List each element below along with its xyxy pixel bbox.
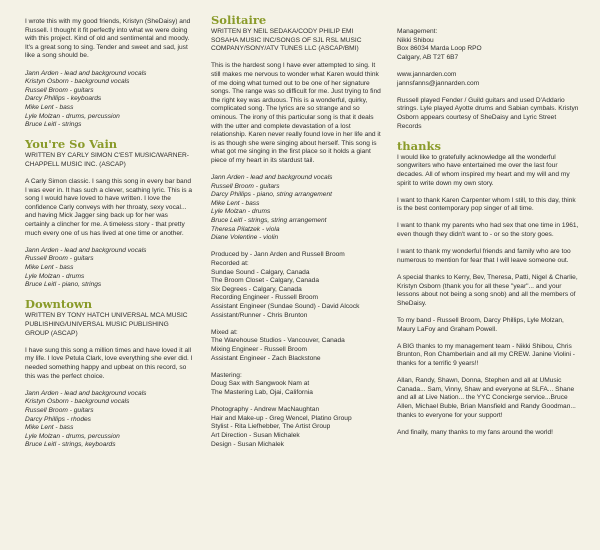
credit-line: Darcy Phillips - piano, string arrangement bbox=[211, 191, 332, 199]
production-line: Recording Engineer - Russell Broom bbox=[211, 294, 319, 302]
credit-line: Bruce Leitl - strings bbox=[25, 121, 82, 129]
credit-line: Mike Lent - bass bbox=[25, 424, 74, 432]
intro-text: I wrote this with my good friends, Kristyn (SheDaisy) and Russell. I thought it fit perfectly into what we were doing with this project. Kind of old and sentimental and moody. It's a great song to sing. Tender and sweet and sad, just like a song should be. bbox=[25, 18, 191, 60]
credit-line: Jann Arden - lead and background vocals bbox=[25, 246, 147, 254]
credit-line: Mike Lent - bass bbox=[211, 199, 260, 207]
song-credits bbox=[211, 174, 381, 243]
mixing-line: Mixed at: bbox=[211, 328, 238, 336]
credit-line: Bruce Leitl - strings, string arrangement bbox=[211, 217, 327, 225]
song-credits bbox=[25, 247, 193, 290]
production-line: The Broom Closet - Calgary, Canada bbox=[211, 277, 319, 285]
song-notes: A Carly Simon classic. I sang this song in every bar band I was ever in. It has such a clever, scathing lyric. This is a song I would have loved to have written. I love the confidence Carly conveys with her throaty, sexy vocal... and having Mick Jagger sing back up for her was certainly a clincher for me. A timeless story - that pretty much every one of us has lived at one time or another. bbox=[25, 178, 192, 237]
credit-line: Bruce Leitl - piano, strings bbox=[25, 281, 102, 289]
photo-line: Photography - Andrew MacNaughtan bbox=[211, 406, 320, 414]
column-left bbox=[25, 18, 193, 459]
mastering-line: Doug Sax with Sangwook Nam at bbox=[211, 380, 310, 388]
song-title: You're So Vain bbox=[25, 137, 118, 152]
credit-line: Russell Broom - guitars bbox=[25, 406, 94, 414]
thanks-paragraph: A special thanks to Kerry, Bev, Theresa, Patti, Nigel & Charlie, Kristyn Osborn (thank you for all these "year"... and your lessons about not being a song snob) and all the members of SheDaisy. bbox=[397, 274, 578, 307]
credit-line: Mike Lent - bass bbox=[25, 103, 74, 111]
photo-line: Stylist - Rita Liefhebber, The Artist Group bbox=[211, 423, 331, 431]
production-line: Assistant Engineer (Sundae Sound) - David Alcock bbox=[211, 303, 360, 310]
song-writer-credit: WRITTEN BY TONY HATCH UNIVERSAL MCA MUSIC PUBLISHING/UNIVERSAL MUSIC PUBLISHING GROUP (ASCAP) bbox=[25, 312, 188, 337]
management-info bbox=[397, 28, 581, 62]
credit-line: Lyle Molzan - drums, percussion bbox=[25, 112, 120, 120]
intro-credits bbox=[25, 70, 193, 130]
mastering-credits bbox=[211, 372, 381, 398]
song-writer-credit: WRITTEN BY CARLY SIMON C'EST MUSIC/WARNER-CHAPPELL MUSIC INC. (ASCAP) bbox=[25, 152, 189, 168]
management-line: Calgary, AB T2T 6B7 bbox=[397, 53, 459, 61]
management-line: Box 86034 Marda Loop RPO bbox=[397, 45, 482, 53]
credit-line: Russell Broom - guitars bbox=[25, 255, 94, 263]
production-line: Produced by - Jann Arden and Russell Broom bbox=[211, 251, 345, 259]
credit-line: Jann Arden - lead and background vocals bbox=[25, 69, 147, 77]
gear-notes: Russell played Fender / Guild guitars and used D'Addario strings. Lyle played Ayotte drums and Sabian cymbals. Kristyn Osborn appears courtesy of SheDaisy and Lyric Street Records bbox=[397, 96, 579, 130]
thanks-paragraph: To my band - Russell Broom, Darcy Phillips, Lyle Molzan, Maury LaFoy and Graham Powell. bbox=[397, 317, 564, 333]
credit-line: Kristyn Osborn - background vocals bbox=[25, 78, 130, 86]
credit-line: Darcy Phillips - keyboards bbox=[25, 95, 102, 103]
column-right bbox=[397, 28, 581, 446]
photo-line: Art Direction - Susan Michalek bbox=[211, 431, 300, 439]
credit-line: Russell Broom - guitars bbox=[25, 86, 94, 94]
credit-line: Lyle Molzan - drums bbox=[211, 208, 271, 216]
website: www.jannarden.com bbox=[397, 70, 457, 78]
management-line: Management: bbox=[397, 28, 438, 35]
song-writer-credit: WRITTEN BY NEIL SEDAKA/CODY PHILIP EMI SOSAHA MUSIC INC/SONGS OF SJL RSL MUSIC COMPANY/SONY/ATV TUNES LLC (ASCAP/BMI) bbox=[211, 28, 362, 53]
credit-line: Bruce Leitl - strings, keyboards bbox=[25, 441, 116, 449]
credit-line: Russell Broom - guitars bbox=[211, 182, 280, 190]
column-middle bbox=[211, 12, 381, 458]
production-line: Recorded at: bbox=[211, 260, 249, 268]
production-line: Six Degrees - Calgary, Canada bbox=[211, 285, 302, 293]
photo-line: Hair and Make-up - Greg Wencel, Platino Group bbox=[211, 414, 352, 422]
thanks-paragraph: I want to thank my parents who had sex that one time in 1961, even though they didn't want to - or so the story goes. bbox=[397, 222, 579, 239]
song-title: Downtown bbox=[25, 297, 93, 312]
thanks-paragraph: Allan, Randy, Shawn, Donna, Stephen and all at UMusic Canada... Sam, Vinny, Shaw and everyone at SLFA... Shane and all at Live Nation... the YYC Concierge service...Bruce Allen, Michael Buble, Brian Mansfield and Randy Goodman... thanks to everyone for your support! bbox=[397, 377, 576, 419]
song-notes: This is the hardest song I have ever attempted to sing. It still makes me nervous to wonder what Karen would think of me doing what turned out to be one of her signature songs. The range was so difficult for me. Just trying to find the right key was arduous. This is a wonderful, quirky, complicated song. The lyrics are so strange and so ominous. The irony of this particular song is that it deals with the utter and complete devastation of a lost relationship. Karen never really found love in her life and it is as though she were singing about herself. This song is what got me singing in the first place so it holds a giant piece of my heart in its stardust tail. bbox=[211, 62, 381, 164]
email: jannsfanns@jannarden.com bbox=[397, 79, 480, 87]
photo-line: Design - Susan Michalek bbox=[211, 440, 284, 448]
credit-line: Lyle Molzan - drums bbox=[25, 272, 85, 280]
production-credits bbox=[211, 251, 381, 320]
management-line: Nikki Shibou bbox=[397, 36, 434, 44]
production-line: Assistant/Runner - Chris Brunton bbox=[211, 311, 308, 319]
thanks-paragraph: I want to thank Karen Carpenter whom I still, to this day, think is the best contemporary pop singer of all time. bbox=[397, 196, 576, 213]
mastering-line: Mastering: bbox=[211, 371, 242, 379]
photo-design-credits bbox=[211, 406, 381, 449]
credit-line: Diane Volentine - violin bbox=[211, 234, 279, 242]
web-contact bbox=[397, 71, 581, 88]
thanks-paragraph: A BIG thanks to my management team - Nikki Shibou, Chris Brunton, Ron Chamberlain and all my CREW. Janine Violini - thanks for a terrific 9 years!! bbox=[397, 342, 575, 367]
credit-line: Darcy Phillips - rhodes bbox=[25, 415, 91, 423]
mixing-line: Assistant Engineer - Zach Blackstone bbox=[211, 354, 321, 362]
thanks-paragraph: And finally, many thanks to my fans around the world! bbox=[397, 428, 554, 436]
thanks-heading: thanks bbox=[397, 138, 441, 153]
song-title: Solitaire bbox=[211, 13, 267, 27]
song-notes: I have sung this song a million times and have loved it all my life. I love Petula Clark, love everything she ever did. I needed something happy and upbeat on this record, so this was the perfect choice. bbox=[25, 346, 193, 380]
credit-line: Jann Arden - lead and background vocals bbox=[211, 174, 333, 182]
mixing-credits bbox=[211, 329, 381, 363]
credit-line: Kristyn Osborn - background vocals bbox=[25, 398, 130, 406]
song-credits bbox=[25, 390, 193, 450]
thanks-paragraph: I want to thank my wonderful friends and family who are too numerous to mention for fear that I will leave someone out. bbox=[397, 248, 571, 264]
production-line: Sundae Sound - Calgary, Canada bbox=[211, 268, 310, 276]
credit-line: Lyle Molzan - drums, percussion bbox=[25, 432, 120, 440]
mixing-line: Mixing Engineer - Russell Broom bbox=[211, 345, 308, 353]
credit-line: Jann Arden - lead and background vocals bbox=[25, 389, 147, 397]
credit-line: Theresa Pilatzek - viola bbox=[211, 225, 280, 233]
credit-line: Mike Lent - bass bbox=[25, 264, 74, 272]
thanks-paragraph: I would like to gratefully acknowledge all the wonderful songwriters who have entertained me over the last four decades. All of whom inspired my heart and my will and my spirit to write down my own story. bbox=[397, 153, 570, 187]
mixing-line: The Warehouse Studios - Vancouver, Canada bbox=[211, 337, 345, 345]
mastering-line: The Mastering Lab, Ojai, California bbox=[211, 388, 313, 396]
